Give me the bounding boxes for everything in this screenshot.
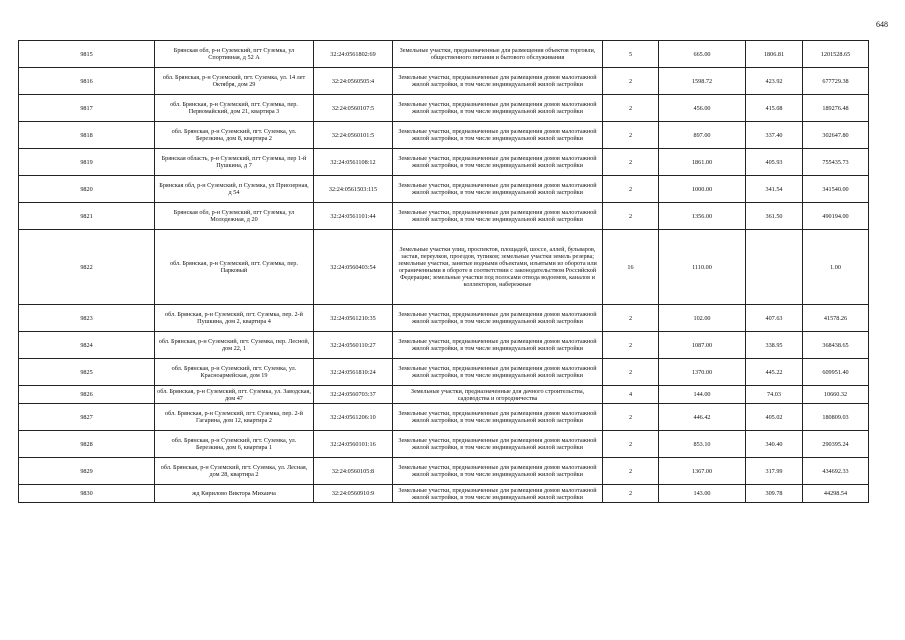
table-row xyxy=(19,41,869,68)
cadastral-value-cell: 10660.32 xyxy=(803,386,869,404)
land-use-cell: Земельные участки, предназначенные для размещения домов малоэтажной жилой застройки, в том числе индивидуальной жилой застройки xyxy=(393,305,603,332)
cadastral-value-cell: 609951.40 xyxy=(803,359,869,386)
cadastral-value-cell: 41578.26 xyxy=(803,305,869,332)
cadastral-value-cell: 368438.65 xyxy=(803,332,869,359)
table-row xyxy=(19,203,869,230)
unit-value-cell: 361.50 xyxy=(746,203,803,230)
land-use-cell: Земельные участки, предназначенные для размещения домов малоэтажной жилой застройки, в том числе индивидуальной жилой застройки xyxy=(393,176,603,203)
table-row xyxy=(19,230,869,305)
page-number: 648 xyxy=(876,20,888,29)
cadastral-number-cell: 32:24:0560403:54 xyxy=(314,230,393,305)
table-row xyxy=(19,122,869,149)
area-cell: 456.00 xyxy=(659,95,746,122)
usage-group-cell: 2 xyxy=(603,485,659,503)
area-cell: 144.00 xyxy=(659,386,746,404)
cadastral-value-cell: 490194.00 xyxy=(803,203,869,230)
cadastral-number-cell: 32:24:0560505:4 xyxy=(314,68,393,95)
cadastral-value-cell: 180809.03 xyxy=(803,404,869,431)
table-row xyxy=(19,305,869,332)
cadastral-number-cell: 32:24:0561206:10 xyxy=(314,404,393,431)
unit-value-cell: 74.03 xyxy=(746,386,803,404)
row-number-cell: 9828 xyxy=(19,431,155,458)
area-cell: 1367.00 xyxy=(659,458,746,485)
table-row xyxy=(19,431,869,458)
area-cell: 1087.00 xyxy=(659,332,746,359)
cadastral-value-cell: 434692.33 xyxy=(803,458,869,485)
row-number-cell: 9825 xyxy=(19,359,155,386)
usage-group-cell: 16 xyxy=(603,230,659,305)
area-cell: 1356.00 xyxy=(659,203,746,230)
address-cell: жд Кирилово Виктора Михаича xyxy=(155,485,314,503)
land-use-cell: Земельные участки, предназначенные для размещения домов малоэтажной жилой застройки, в том числе индивидуальной жилой застройки xyxy=(393,122,603,149)
cadastral-number-cell: 32:24:0560703:37 xyxy=(314,386,393,404)
land-use-cell: Земельные участки, предназначенные для размещения домов малоэтажной жилой застройки, в том числе индивидуальной жилой застройки xyxy=(393,431,603,458)
unit-value-cell: 309.78 xyxy=(746,485,803,503)
cadastral-value-cell: 341540.00 xyxy=(803,176,869,203)
cadastral-number-cell: 32:24:0560107:5 xyxy=(314,95,393,122)
usage-group-cell: 2 xyxy=(603,431,659,458)
table-row xyxy=(19,95,869,122)
unit-value-cell: 340.40 xyxy=(746,431,803,458)
unit-value-cell xyxy=(746,230,803,305)
row-number-cell: 9816 xyxy=(19,68,155,95)
address-cell: обл. Брянская, р-н Суземский, пгт. Суземка, пер. Первомайский, дом 21, квартира 3 xyxy=(155,95,314,122)
cadastral-number-cell: 32:24:0561101:44 xyxy=(314,203,393,230)
row-number-cell: 9815 xyxy=(19,41,155,68)
usage-group-cell: 5 xyxy=(603,41,659,68)
usage-group-cell: 2 xyxy=(603,305,659,332)
cadastral-number-cell: 32:24:0560910:9 xyxy=(314,485,393,503)
cadastral-value-table xyxy=(18,40,869,503)
row-number-cell: 9819 xyxy=(19,149,155,176)
table-row xyxy=(19,386,869,404)
unit-value-cell: 407.63 xyxy=(746,305,803,332)
cadastral-value-cell: 290395.24 xyxy=(803,431,869,458)
cadastral-value-cell: 755435.73 xyxy=(803,149,869,176)
cadastral-number-cell: 32:24:0561810:24 xyxy=(314,359,393,386)
unit-value-cell: 415.08 xyxy=(746,95,803,122)
table-row xyxy=(19,332,869,359)
land-use-cell: Земельные участки, предназначенные для размещения домов малоэтажной жилой застройки, в том числе индивидуальной жилой застройки xyxy=(393,95,603,122)
unit-value-cell: 341.54 xyxy=(746,176,803,203)
cadastral-value-cell: 302647.80 xyxy=(803,122,869,149)
area-cell: 1000.00 xyxy=(659,176,746,203)
table-row xyxy=(19,176,869,203)
cadastral-number-cell: 32:24:0560105:8 xyxy=(314,458,393,485)
row-number-cell: 9820 xyxy=(19,176,155,203)
table-row xyxy=(19,404,869,431)
cadastral-value-cell: 677729.38 xyxy=(803,68,869,95)
row-number-cell: 9821 xyxy=(19,203,155,230)
area-cell: 665.00 xyxy=(659,41,746,68)
unit-value-cell: 445.22 xyxy=(746,359,803,386)
address-cell: обл. Брянская, р-н Суземский, пгт. Суземка, ул. 14 лет Октября, дом 29 xyxy=(155,68,314,95)
table-row xyxy=(19,68,869,95)
usage-group-cell: 2 xyxy=(603,359,659,386)
land-use-cell: Земельные участки, предназначенные для размещения объектов торговли, общественного питания и бытового обслуживания xyxy=(393,41,603,68)
address-cell: Брянская обл, р-н Суземский, пгт Суземка, ул Молодежная, д 20 xyxy=(155,203,314,230)
land-use-cell: Земельные участки, предназначенные для размещения домов малоэтажной жилой застройки, в том числе индивидуальной жилой застройки xyxy=(393,359,603,386)
row-number-cell: 9826 xyxy=(19,386,155,404)
land-use-cell: Земельные участки, предназначенные для размещения домов малоэтажной жилой застройки, в том числе индивидуальной жилой застройки xyxy=(393,149,603,176)
address-cell: обл. Брянская, р-н Суземский, пгт. Суземка, пер. Лесной, дом 22, 1 xyxy=(155,332,314,359)
unit-value-cell: 405.02 xyxy=(746,404,803,431)
land-use-cell: Земельные участки, предназначенные для дачного строительства, садоводства и огородничества xyxy=(393,386,603,404)
row-number-cell: 9830 xyxy=(19,485,155,503)
area-cell: 143.00 xyxy=(659,485,746,503)
area-cell: 853.10 xyxy=(659,431,746,458)
address-cell: обл. Брянская, р-н Суземский, пгт. Суземка, пер. Парковый xyxy=(155,230,314,305)
area-cell: 446.42 xyxy=(659,404,746,431)
usage-group-cell: 2 xyxy=(603,122,659,149)
land-use-cell: Земельные участки, предназначенные для размещения домов малоэтажной жилой застройки, в том числе индивидуальной жилой застройки xyxy=(393,404,603,431)
area-cell: 1110.00 xyxy=(659,230,746,305)
cadastral-number-cell: 32:24:0560110:27 xyxy=(314,332,393,359)
land-use-cell: Земельные участки улиц, проспектов, площадей, шоссе, аллей, бульваров, застав, переулков, проездов, тупиков; земельные участки земель резерва; земельные участки, занятые водными объектами, изъятыми из оборота или ограниченными в обороте в соответствии с законодательством Российской Федерации; земельные участки под полосами отвода водоемов, каналов и коллекторов, набережные xyxy=(393,230,603,305)
usage-group-cell: 2 xyxy=(603,404,659,431)
land-use-cell: Земельные участки, предназначенные для размещения домов малоэтажной жилой застройки, в том числе индивидуальной жилой застройки xyxy=(393,485,603,503)
row-number-cell: 9827 xyxy=(19,404,155,431)
land-use-cell: Земельные участки, предназначенные для размещения домов малоэтажной жилой застройки, в том числе индивидуальной жилой застройки xyxy=(393,68,603,95)
address-cell: обл. Брянская, р-н Суземский, пгт. Суземка, ул. Березкина, дом 8, квартира 2 xyxy=(155,122,314,149)
address-cell: обл. Брянская, р-н Суземский, пгт. Суземка, ул. Красноармейская, дом 19 xyxy=(155,359,314,386)
usage-group-cell: 2 xyxy=(603,68,659,95)
usage-group-cell: 2 xyxy=(603,332,659,359)
area-cell: 1861.00 xyxy=(659,149,746,176)
land-use-cell: Земельные участки, предназначенные для размещения домов малоэтажной жилой застройки, в том числе индивидуальной жилой застройки xyxy=(393,458,603,485)
usage-group-cell: 2 xyxy=(603,149,659,176)
unit-value-cell: 423.92 xyxy=(746,68,803,95)
cadastral-value-cell: 1.00 xyxy=(803,230,869,305)
usage-group-cell: 4 xyxy=(603,386,659,404)
cadastral-number-cell: 32:24:0560101:5 xyxy=(314,122,393,149)
address-cell: обл. Брянская, р-н Суземский, пгт. Суземка, ул. Лесная, дом 28, квартира 2 xyxy=(155,458,314,485)
address-cell: Брянская обл, р-н Суземский, пгт Суземка, ул Спортивная, д 52 А xyxy=(155,41,314,68)
address-cell: Брянская область, р-н Суземский, пгт Суземка, пер 1-й Пушкина, д 7 xyxy=(155,149,314,176)
cadastral-number-cell: 32:24:0561503:115 xyxy=(314,176,393,203)
area-cell: 1598.72 xyxy=(659,68,746,95)
usage-group-cell: 2 xyxy=(603,203,659,230)
land-use-cell: Земельные участки, предназначенные для размещения домов малоэтажной жилой застройки, в том числе индивидуальной жилой застройки xyxy=(393,332,603,359)
table-row xyxy=(19,359,869,386)
unit-value-cell: 1806.81 xyxy=(746,41,803,68)
row-number-cell: 9829 xyxy=(19,458,155,485)
unit-value-cell: 317.99 xyxy=(746,458,803,485)
row-number-cell: 9824 xyxy=(19,332,155,359)
table-row xyxy=(19,149,869,176)
cadastral-value-cell: 44298.54 xyxy=(803,485,869,503)
unit-value-cell: 338.95 xyxy=(746,332,803,359)
unit-value-cell: 405.93 xyxy=(746,149,803,176)
row-number-cell: 9822 xyxy=(19,230,155,305)
cadastral-number-cell: 32:24:0560101:16 xyxy=(314,431,393,458)
row-number-cell: 9818 xyxy=(19,122,155,149)
cadastral-number-cell: 32:24:0561210:35 xyxy=(314,305,393,332)
table-row xyxy=(19,458,869,485)
unit-value-cell: 337.40 xyxy=(746,122,803,149)
area-cell: 897.00 xyxy=(659,122,746,149)
area-cell: 102.00 xyxy=(659,305,746,332)
address-cell: Брянская обл, р-н Суземский, п Суземка, ул Приозерная, д 54 xyxy=(155,176,314,203)
table-row xyxy=(19,485,869,503)
area-cell: 1370.00 xyxy=(659,359,746,386)
row-number-cell: 9817 xyxy=(19,95,155,122)
address-cell: обл. Брянская, р-н Суземский, пгт. Суземка, пер. 2-й Гагарина, дом 12, квартира 2 xyxy=(155,404,314,431)
cadastral-number-cell: 32:24:0561108:12 xyxy=(314,149,393,176)
row-number-cell: 9823 xyxy=(19,305,155,332)
table-body xyxy=(19,41,869,503)
usage-group-cell: 2 xyxy=(603,176,659,203)
address-cell: обл. Брянская, р-н Суземский, пгт. Суземка, ул. Заводская, дом 47 xyxy=(155,386,314,404)
cadastral-value-cell: 189276.48 xyxy=(803,95,869,122)
usage-group-cell: 2 xyxy=(603,458,659,485)
usage-group-cell: 2 xyxy=(603,95,659,122)
cadastral-value-cell: 1201528.65 xyxy=(803,41,869,68)
cadastral-number-cell: 32:24:0561802:69 xyxy=(314,41,393,68)
address-cell: обл. Брянская, р-н Суземский, пгт. Суземка, ул. Березкина, дом 6, квартира 1 xyxy=(155,431,314,458)
land-use-cell: Земельные участки, предназначенные для размещения домов малоэтажной жилой застройки, в том числе индивидуальной жилой застройки xyxy=(393,203,603,230)
address-cell: обл. Брянская, р-н Суземский, пгт. Суземка, пер. 2-й Пушкина, дом 2, квартира 4 xyxy=(155,305,314,332)
